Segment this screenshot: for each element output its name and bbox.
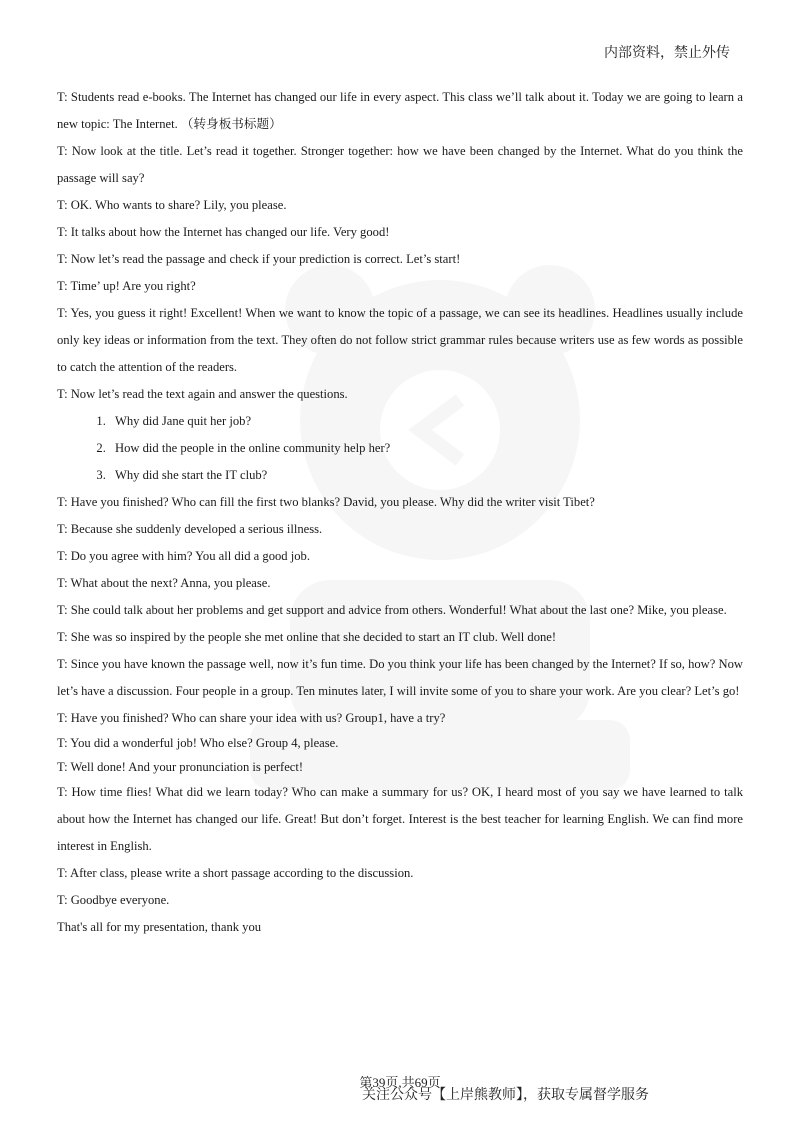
transcript-line: T: Because she suddenly developed a serious illness. — [57, 522, 323, 536]
transcript-line: T: Goodbye everyone. — [57, 893, 170, 907]
transcript-line: T: She could talk about her problems and get support and advice from others. Wonderful! What about the last one? Mike, you please. — [57, 603, 727, 617]
transcript-line: T: Yes, you guess it right! Excellent! When we want to know the topic of a passage, we can see its headlines. Headlines usually include only key ideas or information from the text. They often do not follow strict grammar rules because writers use as few words as possible to catch the attention of the readers. — [57, 306, 743, 374]
transcript-line: T: OK. Who wants to share? Lily, you please. — [57, 198, 287, 212]
transcript-line: T: Now look at the title. Let’s read it together. Stronger together: how we have been changed by the Internet. What do you think the passage will say? — [57, 144, 743, 185]
question-item: 2. How did the people in the online community help her? — [109, 435, 743, 462]
transcript-line: T: Time’ up! Are you right? — [57, 279, 196, 293]
transcript-line: T: After class, please write a short passage according to the discussion. — [57, 866, 414, 880]
transcript-line: T: Have you finished? Who can fill the first two blanks? David, you please. Why did the writer visit Tibet? — [57, 495, 595, 509]
transcript — [57, 84, 743, 941]
transcript-line: T: How time flies! What did we learn today? Who can make a summary for us? OK, I heard most of you say we have learned to talk about how the Internet has changed our life. Great! But don’t forget. Interest is the best teacher for learning English. We can find more interest in English. — [57, 785, 743, 853]
transcript-line: T: She was so inspired by the people she met online that she decided to start an IT club. Well done! — [57, 630, 557, 644]
transcript-line: T: Now let’s read the text again and answer the questions. — [57, 387, 348, 401]
question-list — [57, 408, 743, 489]
question-item: 3. Why did she start the IT club? — [109, 462, 743, 489]
page-number: 第39页,共69页 — [359, 1075, 441, 1090]
transcript-line: T: Do you agree with him? You all did a good job. — [57, 549, 310, 563]
confidential-note: 内部资料，禁止外传 — [604, 45, 730, 61]
promo-text: 关注公众号【上岸熊教师】，获取专属督学服务 — [362, 1087, 649, 1103]
closing-line: That's all for my presentation, thank you — [57, 920, 262, 934]
transcript-line: T: Have you finished? Who can share your idea with us? Group1, have a try? — [57, 711, 446, 725]
transcript-line: T: Now let’s read the passage and check if your prediction is correct. Let’s start! — [57, 252, 461, 266]
transcript-line: T: It talks about how the Internet has changed our life. Very good! — [57, 225, 390, 239]
transcript-line: T: Students read e-books. The Internet has changed our life in every aspect. This class we’ll talk about it. Today we are going to learn a new topic: The Internet. （转身板书标题） — [57, 90, 743, 131]
transcript-line: T: What about the next? Anna, you please. — [57, 576, 271, 590]
transcript-line: T: Well done! And your pronunciation is perfect! — [57, 760, 304, 774]
transcript-line: T: You did a wonderful job! Who else? Group 4, please. — [57, 736, 339, 750]
transcript-line: T: Since you have known the passage well, now it’s fun time. Do you think your life has been changed by the Internet? If so, how? Now let’s have a discussion. Four people in a group. Ten minutes later, I will invite some of you to share your work. Are you clear? Let’s go! — [57, 657, 743, 698]
question-item: 1. Why did Jane quit her job? — [109, 408, 743, 435]
